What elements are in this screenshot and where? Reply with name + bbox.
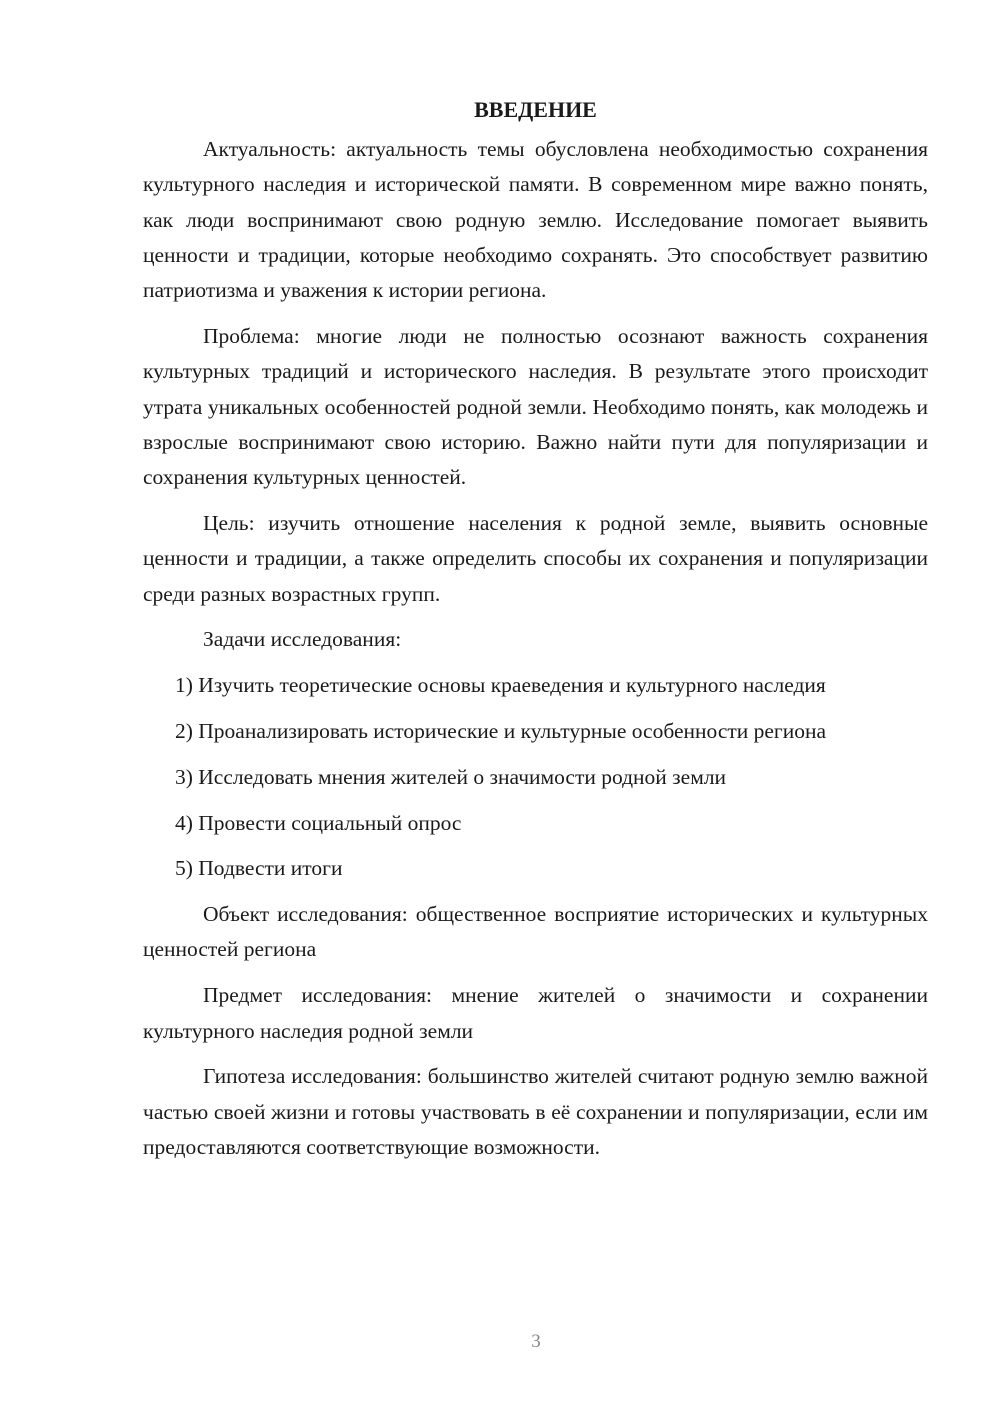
page-title: ВВЕДЕНИЕ	[474, 97, 597, 122]
task-item: 3) Исследовать мнения жителей о значимости родной земли	[175, 764, 727, 789]
page-number: 3	[531, 1331, 541, 1352]
task-item: 5) Подвести итоги	[175, 856, 343, 881]
document-page	[143, 90, 928, 1176]
task-item: 1) Изучить теоретические основы краеведения и культурного наследия	[175, 673, 826, 698]
task-item: 4) Провести социальный опрос	[175, 810, 462, 835]
object-paragraph: Объект исследования: общественное восприятие исторических и культурных ценностей региона	[143, 902, 928, 962]
relevance-paragraph: Актуальность: актуальность темы обусловлена необходимостью сохранения культурного наследия и исторической памяти. В современном мире важно понять, как люди воспринимают свою родную землю. Исследование помогает выявить ценности и традиции, которые необходимо сохранять. Это способствует развитию патриотизма и уважения к истории региона.	[143, 137, 928, 303]
task-item: 2) Проанализировать исторические и культурные особенности региона	[175, 718, 827, 743]
subject-paragraph: Предмет исследования: мнение жителей о значимости и сохранении культурного наследия родной земли	[143, 983, 928, 1043]
goal-paragraph: Цель: изучить отношение населения к родной земле, выявить основные ценности и традиции, а также определить способы их сохранения и популяризации среди разных возрастных групп.	[143, 510, 928, 606]
tasks-heading: Задачи исследования:	[203, 627, 402, 652]
hypothesis-paragraph: Гипотеза исследования: большинство жителей считают родную землю важной частью своей жизни и готовы участвовать в её сохранении и популяризации, если им предоставляются соответствующие возможности.	[143, 1064, 928, 1159]
problem-paragraph: Проблема: многие люди не полностью осознают важность сохранения культурных традиций и исторического наследия. В результате этого происходит утрата уникальных особенностей родной земли. Необходимо понять, как молодежь и взрослые воспринимают свою историю. Важно найти пути для популяризации и сохранения культурных ценностей.	[143, 323, 928, 490]
